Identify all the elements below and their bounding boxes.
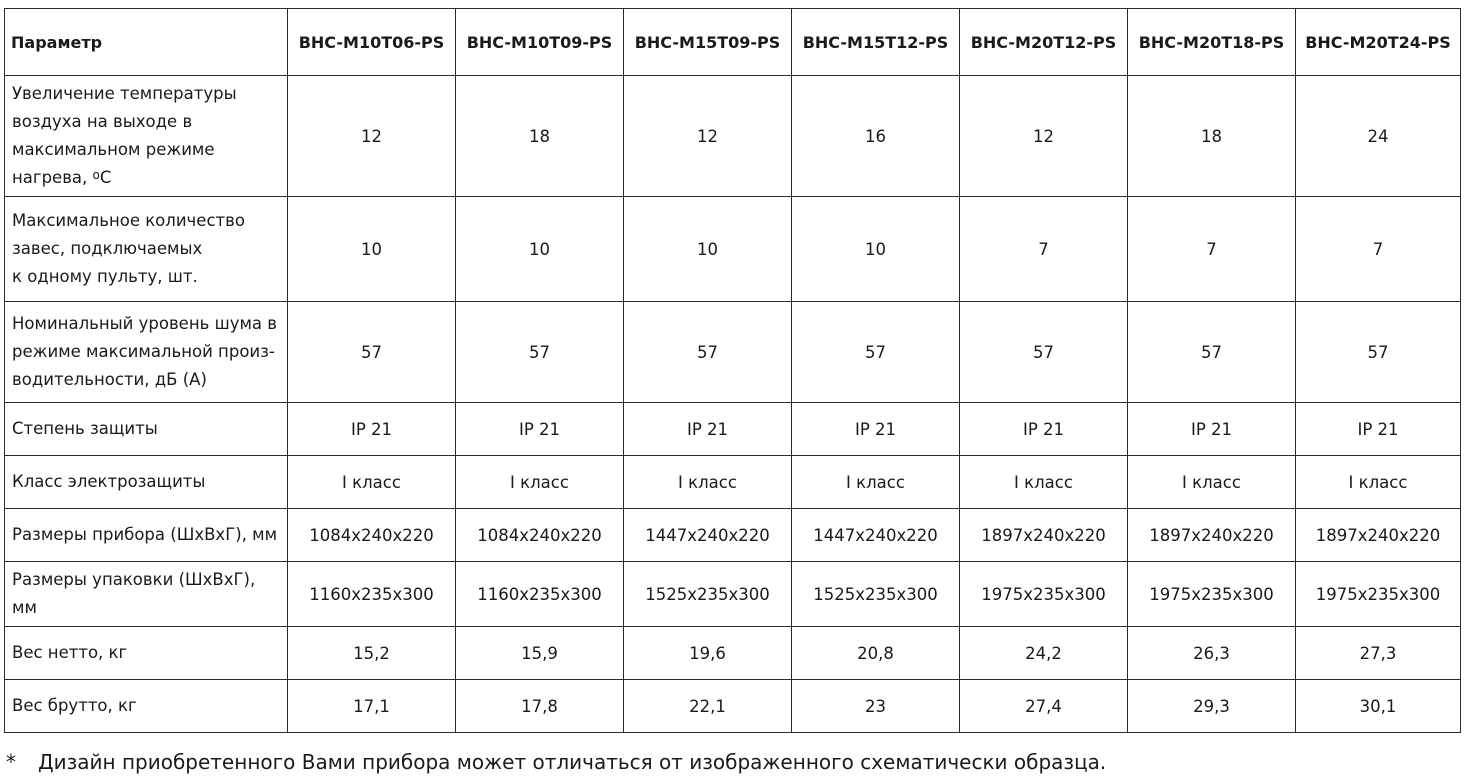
table-row (5, 562, 1461, 627)
table-cell: 1447x240x220 (792, 509, 960, 562)
row-label-temperature-rise (5, 76, 288, 197)
label-line: Номинальный уровень шума в (12, 314, 277, 333)
table-cell: I класс (1128, 456, 1296, 509)
model-column-header: BHC-M15T09-PS (624, 9, 792, 76)
label-unit: С (99, 168, 112, 187)
spec-table (4, 8, 1461, 733)
row-label-package-dimensions: Размеры упаковки (ШхВхГ), мм (5, 562, 288, 627)
footnote-divider (6, 732, 356, 733)
table-cell: I класс (960, 456, 1128, 509)
table-cell: 1160x235x300 (456, 562, 624, 627)
table-cell: 10 (624, 197, 792, 302)
table-cell: 17,1 (288, 680, 456, 733)
table-cell: 26,3 (1128, 627, 1296, 680)
table-cell: 24 (1296, 76, 1461, 197)
label-line: воздуха на выходе в (12, 112, 193, 131)
table-cell: I класс (624, 456, 792, 509)
table-cell: 7 (1128, 197, 1296, 302)
table-cell: 16 (792, 76, 960, 197)
table-cell: I класс (288, 456, 456, 509)
label-line: водительности, дБ (А) (12, 370, 207, 389)
table-row (5, 680, 1461, 733)
table-cell: 23 (792, 680, 960, 733)
table-cell: 1525x235x300 (792, 562, 960, 627)
table-cell: 27,4 (960, 680, 1128, 733)
table-cell: IP 21 (1128, 403, 1296, 456)
row-label-protection-degree: Степень защиты (5, 403, 288, 456)
table-row (5, 627, 1461, 680)
table-cell: 57 (1128, 302, 1296, 403)
table-cell: 27,3 (1296, 627, 1461, 680)
table-cell: IP 21 (288, 403, 456, 456)
table-cell: 1975x235x300 (960, 562, 1128, 627)
table-cell: 1084x240x220 (456, 509, 624, 562)
table-cell: 17,8 (456, 680, 624, 733)
model-column-header: BHC-M20T24-PS (1296, 9, 1461, 76)
table-cell: 18 (456, 76, 624, 197)
table-cell: 57 (1296, 302, 1461, 403)
table-cell: 30,1 (1296, 680, 1461, 733)
table-cell: IP 21 (1296, 403, 1461, 456)
table-cell: 10 (456, 197, 624, 302)
footnote-marker: * (6, 750, 16, 774)
table-cell: 15,2 (288, 627, 456, 680)
table-row (5, 197, 1461, 302)
degree-mark: о (92, 168, 100, 182)
table-cell: 57 (624, 302, 792, 403)
row-label-max-curtains (5, 197, 288, 302)
model-column-header: BHC-M15T12-PS (792, 9, 960, 76)
label-line: нагрева, (12, 168, 93, 187)
table-cell: 7 (960, 197, 1128, 302)
footnote-text: Дизайн приобретенного Вами прибора может отличаться от изображенного схематически образца. (38, 750, 1107, 774)
table-cell: 10 (792, 197, 960, 302)
table-cell: 57 (792, 302, 960, 403)
row-label-noise-level (5, 302, 288, 403)
table-cell: 57 (960, 302, 1128, 403)
table-cell: IP 21 (624, 403, 792, 456)
label-line: Увеличение температуры (12, 84, 237, 103)
label-line: к одному пульту, шт. (12, 267, 198, 286)
table-cell: 1975x235x300 (1128, 562, 1296, 627)
table-cell: IP 21 (456, 403, 624, 456)
table-cell: 1975x235x300 (1296, 562, 1461, 627)
table-cell: 1897x240x220 (1128, 509, 1296, 562)
table-row (5, 456, 1461, 509)
table-cell: 19,6 (624, 627, 792, 680)
model-column-header: BHC-M10T06-PS (288, 9, 456, 76)
table-cell: I класс (456, 456, 624, 509)
model-column-header: BHC-M20T12-PS (960, 9, 1128, 76)
table-cell: 22,1 (624, 680, 792, 733)
param-column-header: Параметр (5, 9, 288, 76)
table-cell: IP 21 (792, 403, 960, 456)
table-cell: 57 (288, 302, 456, 403)
table-cell: I класс (792, 456, 960, 509)
table-row (5, 403, 1461, 456)
table-cell: 29,3 (1128, 680, 1296, 733)
table-cell: 1084x240x220 (288, 509, 456, 562)
row-label-gross-weight: Вес брутто, кг (5, 680, 288, 733)
table-row (5, 76, 1461, 197)
label-line: максимальном режиме (12, 140, 215, 159)
table-cell: 24,2 (960, 627, 1128, 680)
table-cell: 20,8 (792, 627, 960, 680)
footnote (6, 750, 1106, 774)
table-header-row (5, 9, 1461, 76)
table-cell: 1897x240x220 (1296, 509, 1461, 562)
label-line: режиме максимальной произ- (12, 342, 275, 361)
table-cell: 15,9 (456, 627, 624, 680)
model-column-header: BHC-M10T09-PS (456, 9, 624, 76)
table-cell: 12 (288, 76, 456, 197)
table-cell: 12 (624, 76, 792, 197)
label-line: завес, подключаемых (12, 239, 203, 258)
table-cell: IP 21 (960, 403, 1128, 456)
row-label-device-dimensions: Размеры прибора (ШхВхГ), мм (5, 509, 288, 562)
table-cell: 18 (1128, 76, 1296, 197)
table-row (5, 509, 1461, 562)
row-label-net-weight: Вес нетто, кг (5, 627, 288, 680)
table-cell: 1897x240x220 (960, 509, 1128, 562)
table-cell: 1160x235x300 (288, 562, 456, 627)
model-column-header: BHC-M20T18-PS (1128, 9, 1296, 76)
table-cell: 7 (1296, 197, 1461, 302)
table-cell: 10 (288, 197, 456, 302)
table-cell: 57 (456, 302, 624, 403)
row-label-electrical-class: Класс электрозащиты (5, 456, 288, 509)
table-cell: 12 (960, 76, 1128, 197)
table-row (5, 302, 1461, 403)
table-cell: I класс (1296, 456, 1461, 509)
table-cell: 1525x235x300 (624, 562, 792, 627)
label-line: Максимальное количество (12, 211, 245, 230)
table-cell: 1447x240x220 (624, 509, 792, 562)
